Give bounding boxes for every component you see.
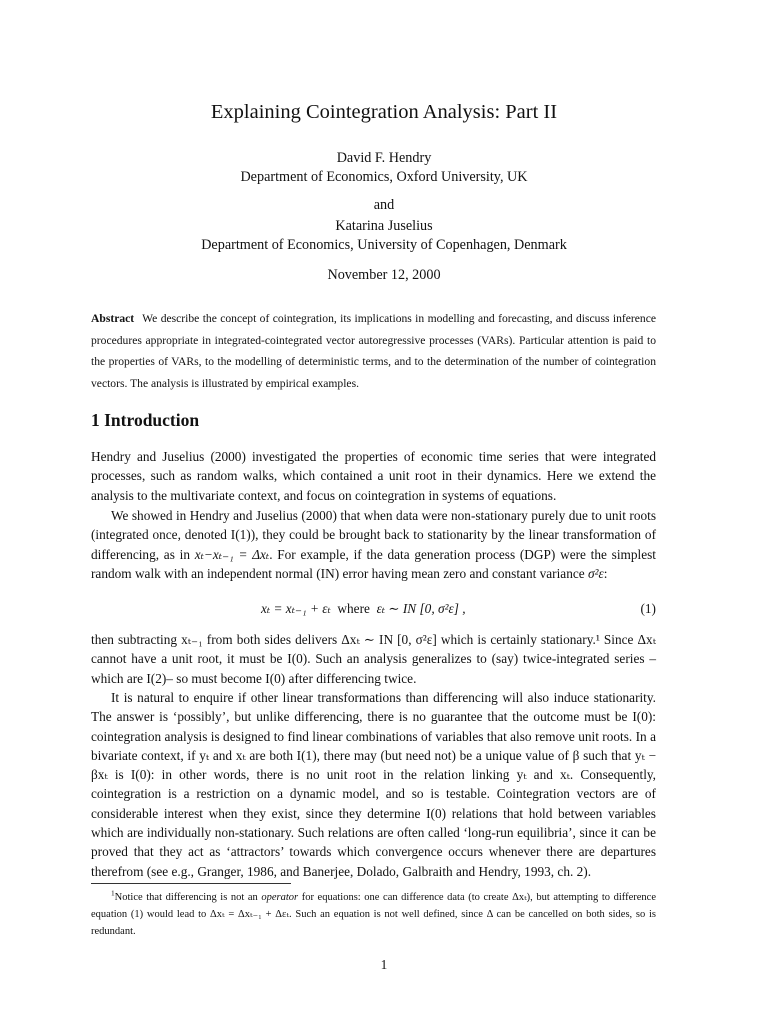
paragraph-text: then subtracting xₜ₋₁ from both sides delivers Δxₜ ∼ IN [0, σ²ε] which is certainly stationary.¹ Since Δxₜ cannot have a unit root, it must be I(0). Such an analysis generalizes to (say) twice-integrated series – which are I(2)– so must become I(0) after differencing twice. <box>91 632 656 686</box>
footnote-emphasis: operator <box>261 892 299 903</box>
paragraph-text <box>91 506 656 583</box>
author-name: David F. Hendry <box>336 150 432 166</box>
paragraph-segment: : <box>603 565 608 581</box>
section-title: Introduction <box>104 410 200 430</box>
section-heading <box>91 410 199 431</box>
paper-title: Explaining Cointegration Analysis: Part II <box>210 101 558 123</box>
page-number: 1 <box>380 957 388 972</box>
footnote-segment: Notice that differencing is not an <box>114 892 262 903</box>
equation-rhs: εₜ ∼ IN [0, σ²ε] , <box>376 601 466 616</box>
paragraph-4 <box>91 688 656 881</box>
author-affiliation: Department of Economics, University of Copenhagen, Denmark <box>201 237 567 253</box>
equation-where: where <box>337 601 370 616</box>
author-name: Katarina Juselius <box>335 218 433 234</box>
paragraph-1 <box>91 447 656 505</box>
footnote <box>91 889 656 940</box>
equation-number: (1) <box>640 601 656 616</box>
footnote-segment: for equations: one can difference data (to create Δxₜ), but attempting to difference equation (1) would lead to Δxₜ = Δxₜ₋₁ + Δεₜ. Such an equation is not well defined, since Δ can be cancelled on both sides, so is redundant. <box>91 892 656 937</box>
abstract-label: Abstract <box>91 312 135 325</box>
author-conjunction: and <box>373 197 395 213</box>
paragraph-3 <box>91 630 656 688</box>
footnote-rule <box>91 883 291 884</box>
paragraph-text: It is natural to enquire if other linear transformations than differencing will also induce stationarity. The answer is ‘possibly’, but unlike differencing, there is no guarantee that the outcome must be I(0): cointegration analysis is designed to find linear combinations of variables that also remove unit roots. In a bivariate context, if yₜ and xₜ are both I(1), there may (but need not) be a unique value of β such that yₜ − βxₜ is I(0): in other words, there is no unit root in the relation linking yₜ and xₜ. Consequently, cointegration is a restriction on a dynamic model, and so is testable. Cointegration vectors are of considerable interest when they exist, since they determine I(0) relations that hold between variables which are individually non-stationary. Such relations are often called ‘long-run equilibria’, since it can be proved that they act as ‘attractors’ towards which convergence occurs whenever there are departures therefrom (see e.g., Granger, 1986, and Banerjee, Dolado, Galbraith and Hendry, 1993, ch. 2). <box>91 690 656 879</box>
footnote-text <box>91 889 656 940</box>
abstract-text: We describe the concept of cointegration, its implications in modelling and forecasting, and discuss inference procedures appropriate in integrated-cointegrated vector autoregressive processes (VARs). Particular attention is paid to the properties of VARs, to the modelling of deterministic terms, and to the determination of the number of cointegration vectors. The analysis is illustrated by empirical examples. <box>91 312 656 390</box>
footnote-mark: 1 <box>111 888 115 898</box>
inline-math: σ²ε <box>587 565 604 581</box>
paper-date: November 12, 2000 <box>327 267 441 283</box>
equation-lhs: xₜ = xₜ₋₁ + εₜ <box>261 601 331 616</box>
author-block-2 <box>0 217 768 255</box>
abstract <box>91 308 656 394</box>
equation-body <box>261 601 466 617</box>
paragraph-2 <box>91 506 656 583</box>
paragraph-segment: We showed in Hendry and Juselius (2000) that when data were non-stationary purely due to unit roots (integrated once, denoted I(1)), they could be brought back to stationarity by the linear transformation of differencing, as in <box>91 508 656 562</box>
author-affiliation: Department of Economics, Oxford University, UK <box>240 169 528 185</box>
inline-math: xₜ−xₜ₋₁ = Δxₜ <box>194 546 270 562</box>
paragraph-text: Hendry and Juselius (2000) investigated the properties of economic time series that were integrated processes, such as random walks, which contained a unit root in their dynamics. Here we extend the analysis to the multivariate context, and focus on cointegration in systems of equations. <box>91 449 656 503</box>
author-block-1 <box>0 149 768 187</box>
paragraph-segment: . For example, if the data generation process (DGP) were the simplest random walk with an independent normal (IN) error having mean zero and constant variance <box>91 546 656 581</box>
section-number: 1 <box>91 410 100 430</box>
